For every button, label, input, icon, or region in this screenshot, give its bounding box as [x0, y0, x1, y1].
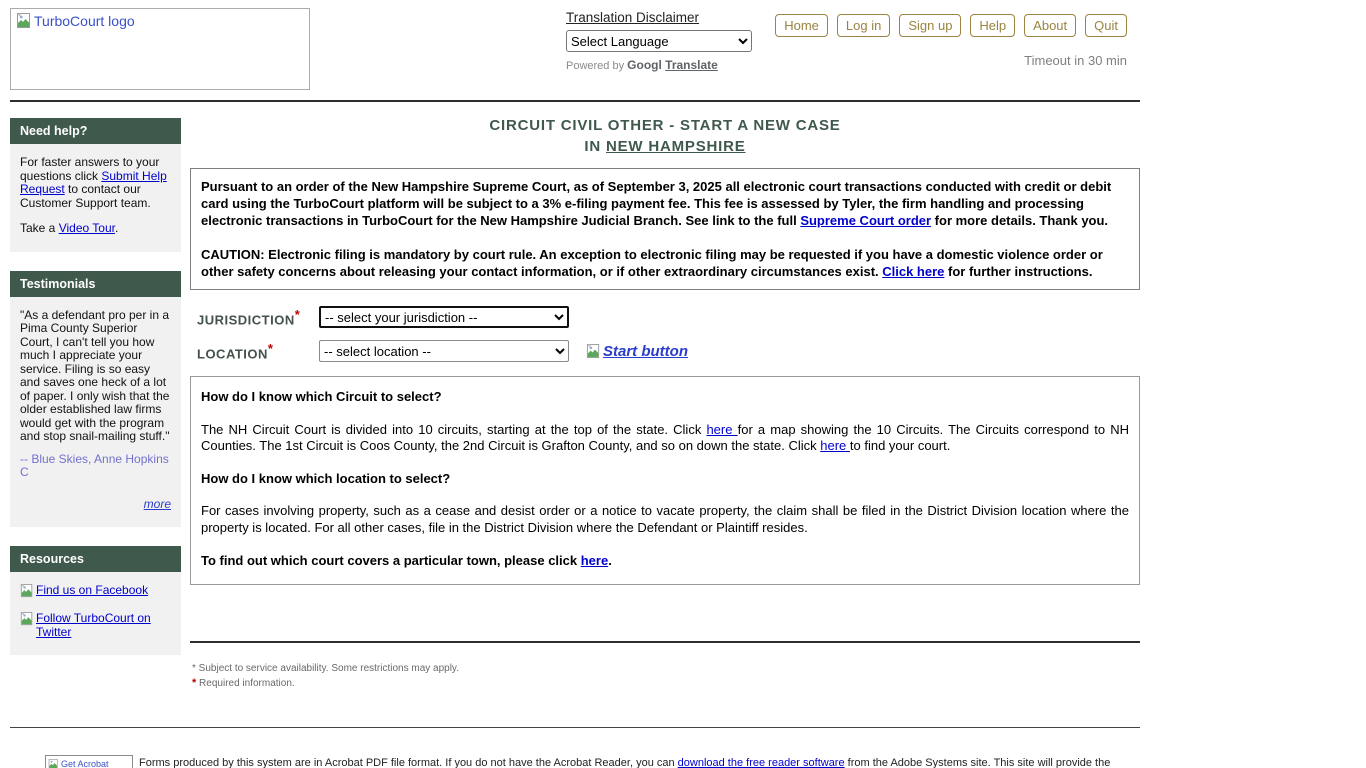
need-help-body	[10, 144, 181, 252]
footer-text-1: Forms produced by this system are in Acrobat PDF file format. If you do not have the Acrobat Reader, you can	[139, 757, 678, 768]
testimonial-attribution: -- Blue Skies, Anne Hopkins C	[20, 451, 169, 479]
location-question-heading: How do I know which location to select?	[201, 470, 451, 486]
circuit-answer	[201, 422, 1129, 455]
signup-button[interactable]: Sign up	[899, 14, 961, 37]
content-divider	[190, 641, 1140, 643]
find-court-link[interactable]: here	[820, 438, 850, 453]
location-label-text: LOCATION	[197, 346, 268, 362]
language-select[interactable]	[566, 30, 752, 52]
download-reader-link[interactable]: download the free reader software	[677, 757, 845, 768]
broken-image-icon	[16, 13, 32, 29]
powered-by-google	[566, 58, 766, 72]
caution-text-1: CAUTION: Electronic filing is mandatory by court rule. An exception to electronic filing may be requested if you have a domestic violence order or other safety concerns about releasing your contact information, or if other extraordinary circumstances exist.	[201, 247, 1103, 279]
submit-help-request-link[interactable]: Submit Help Request	[20, 168, 167, 196]
get-acrobat-badge[interactable]	[45, 755, 133, 768]
page-title-in: IN	[584, 138, 606, 155]
main-content	[190, 115, 1140, 691]
page-title-line1: CIRCUIT CIVIL OTHER - START A NEW CASE	[489, 117, 841, 134]
footnotes	[190, 662, 1140, 691]
powered-by-text: Powered by	[566, 60, 628, 72]
circuit-map-link[interactable]: here	[706, 421, 738, 437]
location-label	[197, 341, 319, 361]
fee-notice-text-1: Pursuant to an order of the New Hampshire Supreme Court, as of September 3, 2025 all electronic court transactions conducted with credit or debit card using the TurboCourt platform will be subject to a 3% e-filing payment fee. This fee is assessed by Tyler, the firm handling and processing electronic transactions in TurboCourt for the New Hampshire Judicial Branch. See link to the full	[201, 179, 1112, 228]
turbocourt-logo-link[interactable]	[16, 13, 304, 29]
resources-header: Resources	[10, 546, 181, 572]
home-button[interactable]: Home	[775, 14, 828, 37]
jurisdiction-select[interactable]	[319, 306, 569, 328]
jurisdiction-row	[197, 306, 1140, 328]
about-button[interactable]: About	[1024, 14, 1076, 37]
need-help-paragraph	[20, 156, 171, 210]
need-help-text-2: to contact our Customer Support team.	[20, 182, 151, 210]
sidebar	[10, 118, 181, 674]
login-button[interactable]: Log in	[837, 14, 890, 37]
town-court-text-1: To find out which court covers a particular town, please click	[201, 553, 581, 568]
session-timeout-text: Timeout in 30 min	[1024, 53, 1127, 68]
footnote-asterisk: *	[192, 662, 196, 674]
state-link[interactable]: NEW HAMPSHIRE	[606, 138, 746, 155]
google-brand-text: Googl	[627, 58, 666, 72]
supreme-court-order-link[interactable]: Supreme Court order	[800, 213, 932, 228]
footer-divider	[10, 727, 1140, 728]
circuit-question-heading: How do I know which Circuit to select?	[201, 389, 442, 404]
town-court-text-2: .	[608, 553, 612, 568]
google-translate-link[interactable]: Translate	[665, 58, 718, 72]
jurisdiction-label	[197, 307, 319, 327]
translation-block	[566, 10, 766, 72]
acrobat-footer-text	[139, 755, 1110, 768]
twitter-link[interactable]: Follow TurboCourt on Twitter	[36, 611, 151, 639]
required-asterisk: *	[192, 676, 197, 689]
start-button-alt-text: Start button	[603, 342, 688, 360]
broken-image-icon	[20, 612, 34, 626]
footnote-required-text: Required information.	[196, 677, 295, 689]
jurisdiction-label-text: JURISDICTION	[197, 312, 295, 328]
location-answer: For cases involving property, such as a cease and desist order or a notice to vacate property, the claim shall be filed in the District Division location where the property is located. For all other cases, file in the District Division where the Defendant or Plaintiff resides.	[201, 503, 1129, 535]
need-help-text-1: For faster answers to your questions click	[20, 155, 160, 183]
testimonials-section	[10, 271, 181, 528]
broken-image-icon	[48, 759, 59, 768]
facebook-row	[20, 584, 171, 598]
fee-notice-paragraph	[201, 178, 1129, 229]
broken-image-icon	[586, 344, 601, 359]
town-court-here-link[interactable]: here	[580, 553, 609, 568]
required-asterisk: *	[267, 340, 274, 356]
resources-section	[10, 546, 181, 655]
facebook-link[interactable]: Find us on Facebook	[36, 583, 149, 597]
location-select[interactable]	[319, 340, 569, 362]
page-title	[190, 115, 1140, 157]
more-testimonials-link[interactable]: more	[143, 496, 171, 511]
footnote-required	[192, 676, 1140, 691]
video-tour-text-2: .	[114, 221, 119, 235]
video-tour-paragraph	[20, 222, 171, 236]
video-tour-link[interactable]: Video Tour	[58, 221, 115, 235]
case-start-form	[190, 306, 1140, 362]
testimonials-body	[10, 297, 181, 528]
logo-alt-text: TurboCourt logo	[34, 13, 135, 29]
notice-box	[190, 168, 1140, 290]
video-tour-text-1: Take a	[20, 221, 59, 235]
footer-text-2: from the Adobe Systems site. This site will provide the	[844, 757, 1111, 768]
header-divider	[10, 100, 1140, 102]
get-acrobat-alt-text: Get Acrobat	[61, 759, 109, 768]
need-help-header: Need help?	[10, 118, 181, 144]
footnote-availability	[192, 662, 1140, 676]
caution-click-here-link[interactable]: Click here	[882, 264, 945, 279]
logo-box	[10, 8, 310, 90]
footer	[45, 755, 1145, 768]
circuit-answer-text-3: to find your court.	[849, 438, 951, 453]
footnote-availability-text: Subject to service availability. Some restrictions may apply.	[195, 662, 459, 674]
translation-disclaimer-link[interactable]: Translation Disclaimer	[566, 10, 700, 25]
circuit-answer-text-2: for a map showing the 10 Circuits. The Circuits correspond to NH Counties. The 1st Circuit is Coos County, the 2nd Circuit is Grafton County, and so on down the state. Click	[201, 421, 1129, 453]
circuit-answer-text-1: The NH Circuit Court is divided into 10 circuits, starting at the top of the state. Click	[201, 421, 707, 437]
start-button[interactable]	[586, 343, 688, 360]
more-row	[20, 498, 171, 512]
need-help-section	[10, 118, 181, 252]
broken-image-icon	[20, 584, 34, 598]
required-asterisk: *	[294, 306, 301, 322]
caution-paragraph	[201, 246, 1129, 280]
fee-notice-text-2: for more details. Thank you.	[931, 213, 1109, 228]
caution-text-2: for further instructions.	[944, 264, 1093, 279]
town-court-line	[201, 553, 1129, 570]
help-box	[190, 376, 1140, 585]
testimonials-header: Testimonials	[10, 271, 181, 297]
location-row	[197, 340, 1140, 362]
resources-body	[10, 572, 181, 655]
top-nav	[775, 14, 1127, 37]
help-button[interactable]: Help	[970, 14, 1015, 37]
twitter-row	[20, 612, 171, 639]
quit-button[interactable]: Quit	[1085, 14, 1127, 37]
testimonial-quote: "As a defendant pro per in a Pima County Superior Court, I can't tell you how much I appreciate your service. Filing is so easy and saves one heck of a lot of paper. I only wish that the older established law firms would get with the program and stop snail-mailing stuff."	[20, 307, 170, 443]
